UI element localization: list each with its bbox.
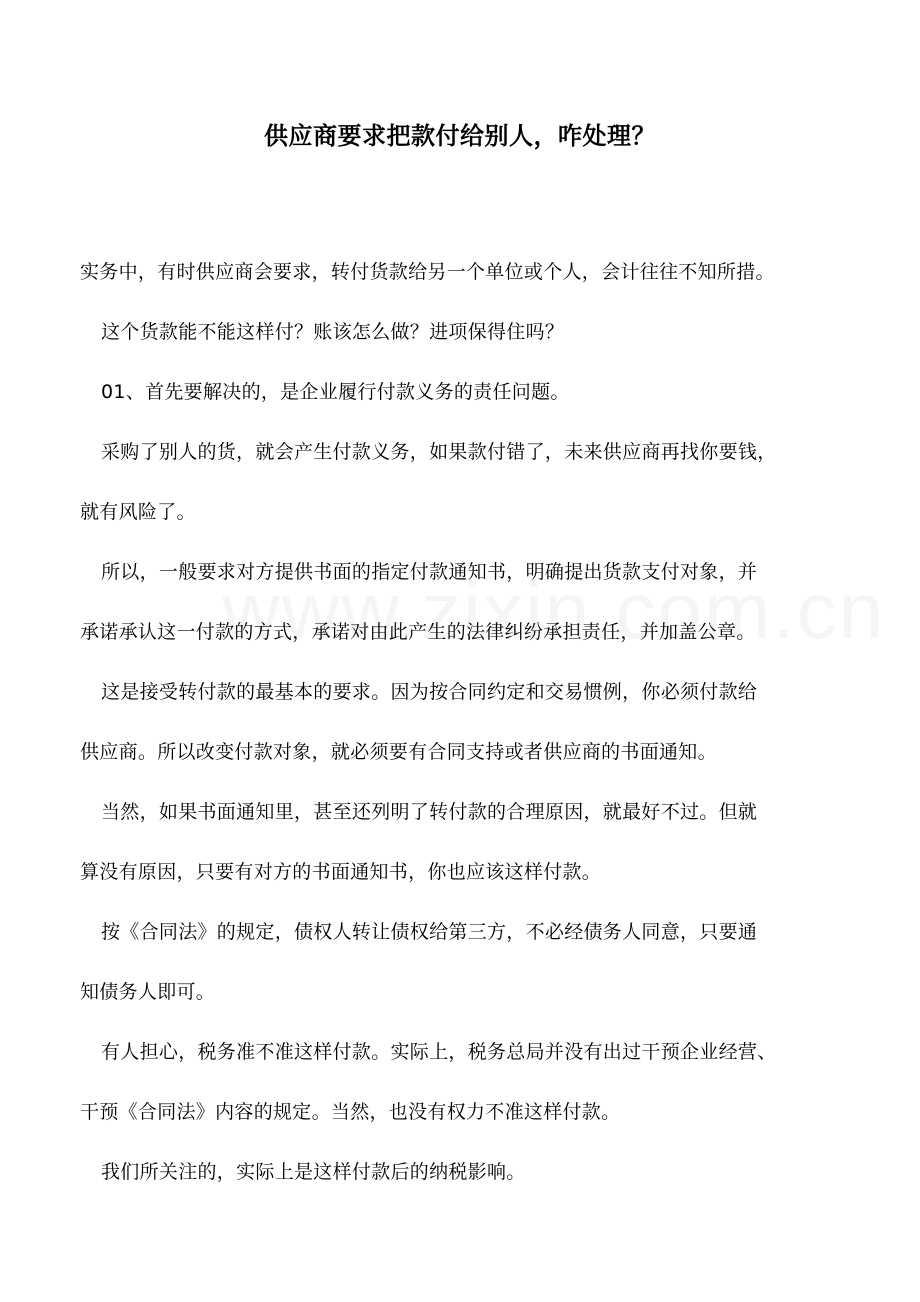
paragraph-line: 按《合同法》的规定，债权人转让债权给第三方，不必经债务人同意，只要通 [101,921,758,943]
paragraph-line: 算没有原因，只要有对方的书面通知书，你也应该这样付款。 [80,861,602,883]
paragraph-line: 实务中，有时供应商会要求，转付货款给另一个单位或个人，会计往往不知所措。 [80,261,775,283]
document-title: 供应商要求把款付给别人，咋处理？ [264,121,656,150]
document-body [80,242,842,1202]
paragraph-line: 干预《合同法》内容的规定。当然，也没有权力不准这样付款。 [80,1101,621,1123]
paragraph-line: 这是接受转付款的最基本的要求。因为按合同约定和交易惯例，你必须付款给 [101,681,758,703]
paragraph-line: 采购了别人的货，就会产生付款义务，如果款付错了，未来供应商再找你要钱， [101,441,777,463]
paragraph-line: 这个货款能不能这样付？账该怎么做？进项保得住吗？ [101,321,565,343]
paragraph-line: 我们所关注的，实际上是这样付款后的纳税影响。 [101,1161,526,1183]
paragraph-line: 01、首先要解决的，是企业履行付款义务的责任问题。 [101,381,570,403]
paragraph-line: 所以，一般要求对方提供书面的指定付款通知书，明确提出货款支付对象，并 [101,561,758,583]
paragraph-line: 当然，如果书面通知里，甚至还列明了转付款的合理原因，就最好不过。但就 [101,801,758,823]
paragraph-line: 知债务人即可。 [80,981,216,1003]
paragraph-line: 供应商。所以改变付款对象，就必须要有合同支持或者供应商的书面通知。 [80,741,717,763]
paragraph-line: 承诺承认这一付款的方式，承诺对由此产生的法律纠纷承担责任，并加盖公章。 [80,621,756,643]
paragraph-line: 就有风险了。 [80,501,196,523]
paragraph-line: 有人担心，税务准不准这样付款。实际上，税务总局并没有出过干预企业经营、 [101,1041,777,1063]
